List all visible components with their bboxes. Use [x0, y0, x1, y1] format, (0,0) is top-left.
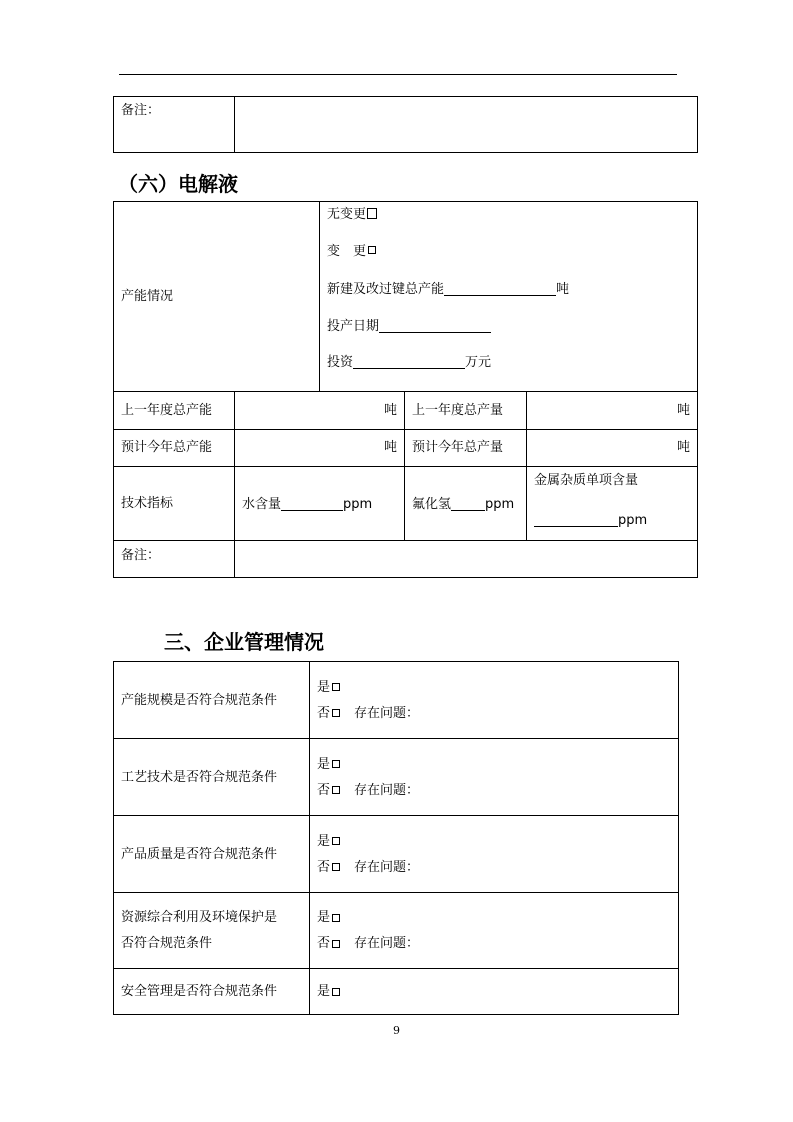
item-label: 安全管理是否符合规范条件	[114, 969, 310, 1015]
last-year-capacity-value[interactable]	[235, 391, 405, 429]
no-change-label: 无变更	[327, 207, 367, 222]
change-label: 变 更	[327, 243, 367, 259]
yes-checkbox[interactable]	[332, 837, 340, 845]
hf-cell	[405, 466, 527, 540]
yes-checkbox[interactable]	[332, 683, 340, 691]
yes-label: 是	[317, 833, 331, 849]
answer-cell	[310, 816, 679, 893]
no-checkbox[interactable]	[332, 709, 340, 717]
issue-label: 存在问题：	[354, 859, 420, 875]
item-label-line-1: 资源综合利用及环境保护是	[121, 910, 278, 925]
water-label: 水含量	[242, 496, 282, 512]
last-year-capacity-label: 上一年度总产能	[114, 391, 235, 429]
yes-label: 是	[317, 756, 331, 772]
remark-label-2: 备注：	[114, 540, 235, 577]
answer-cell	[310, 662, 679, 739]
answer-cell	[310, 969, 679, 1015]
expected-capacity-label: 预计今年总产能	[114, 429, 235, 466]
no-checkbox[interactable]	[332, 786, 340, 794]
invest-label: 投资	[327, 355, 354, 370]
remark-label: 备注：	[114, 97, 235, 153]
start-date-input[interactable]	[379, 318, 491, 333]
section-3-title: 三、企业管理情况	[164, 630, 324, 654]
yes-label: 是	[317, 910, 331, 925]
yes-label: 是	[317, 679, 331, 695]
yes-label: 是	[317, 984, 331, 999]
item-label: 产品质量是否符合规范条件	[114, 816, 310, 893]
yes-checkbox[interactable]	[332, 988, 340, 996]
no-label: 否	[317, 859, 331, 875]
item-label	[114, 893, 310, 969]
no-checkbox[interactable]	[332, 863, 340, 871]
metal-label: 金属杂质单项含量	[534, 472, 639, 488]
issue-label: 存在问题：	[354, 705, 420, 721]
no-label: 否	[317, 936, 331, 951]
change-checkbox[interactable]	[368, 246, 376, 254]
expected-output-value[interactable]	[527, 429, 698, 466]
yes-checkbox[interactable]	[332, 760, 340, 768]
answer-cell	[310, 739, 679, 816]
metal-unit: ppm	[618, 512, 648, 528]
issue-label: 存在问题：	[354, 782, 420, 798]
remark-table	[113, 96, 698, 153]
item-label-line-2: 否符合规范条件	[121, 936, 213, 951]
page-number: 9	[393, 1024, 400, 1037]
last-year-output-value[interactable]	[527, 391, 698, 429]
no-change-checkbox[interactable]	[367, 208, 377, 219]
hf-label: 氟化氢	[412, 496, 452, 512]
unit-ton: 吨	[676, 440, 690, 455]
hf-unit: ppm	[485, 496, 515, 512]
answer-cell	[310, 893, 679, 969]
expected-capacity-value[interactable]	[235, 429, 405, 466]
invest-input[interactable]	[353, 354, 465, 369]
electrolyte-table	[113, 201, 698, 578]
water-input[interactable]	[281, 496, 343, 511]
hf-input[interactable]	[451, 496, 485, 511]
capacity-cell	[320, 202, 698, 392]
tech-label: 技术指标	[114, 466, 235, 540]
unit-ton: 吨	[384, 402, 398, 418]
metal-cell	[527, 466, 698, 540]
no-label: 否	[317, 705, 331, 721]
start-date-label: 投产日期	[327, 318, 380, 334]
header-rule	[119, 74, 677, 75]
capacity-label: 产能情况	[114, 202, 320, 392]
no-checkbox[interactable]	[332, 940, 340, 948]
invest-unit: 万元	[465, 355, 492, 370]
expected-output-label: 预计今年总产量	[405, 429, 527, 466]
unit-ton: 吨	[676, 402, 690, 418]
unit-ton: 吨	[384, 440, 398, 455]
no-label: 否	[317, 782, 331, 798]
water-cell	[235, 466, 405, 540]
item-label: 工艺技术是否符合规范条件	[114, 739, 310, 816]
issue-label: 存在问题：	[354, 936, 420, 951]
water-unit: ppm	[343, 496, 373, 512]
metal-input[interactable]	[534, 512, 618, 527]
last-year-output-label: 上一年度总产量	[405, 391, 527, 429]
new-total-label: 新建及改过键总产能	[327, 282, 445, 297]
new-total-input[interactable]	[444, 281, 556, 296]
yes-checkbox[interactable]	[332, 914, 340, 922]
management-table	[113, 661, 679, 1015]
new-total-unit: 吨	[556, 282, 570, 297]
remark-field-2[interactable]	[235, 540, 698, 577]
remark-field[interactable]	[235, 97, 698, 153]
section-6-title: （六）电解液	[118, 172, 238, 196]
item-label: 产能规模是否符合规范条件	[114, 662, 310, 739]
